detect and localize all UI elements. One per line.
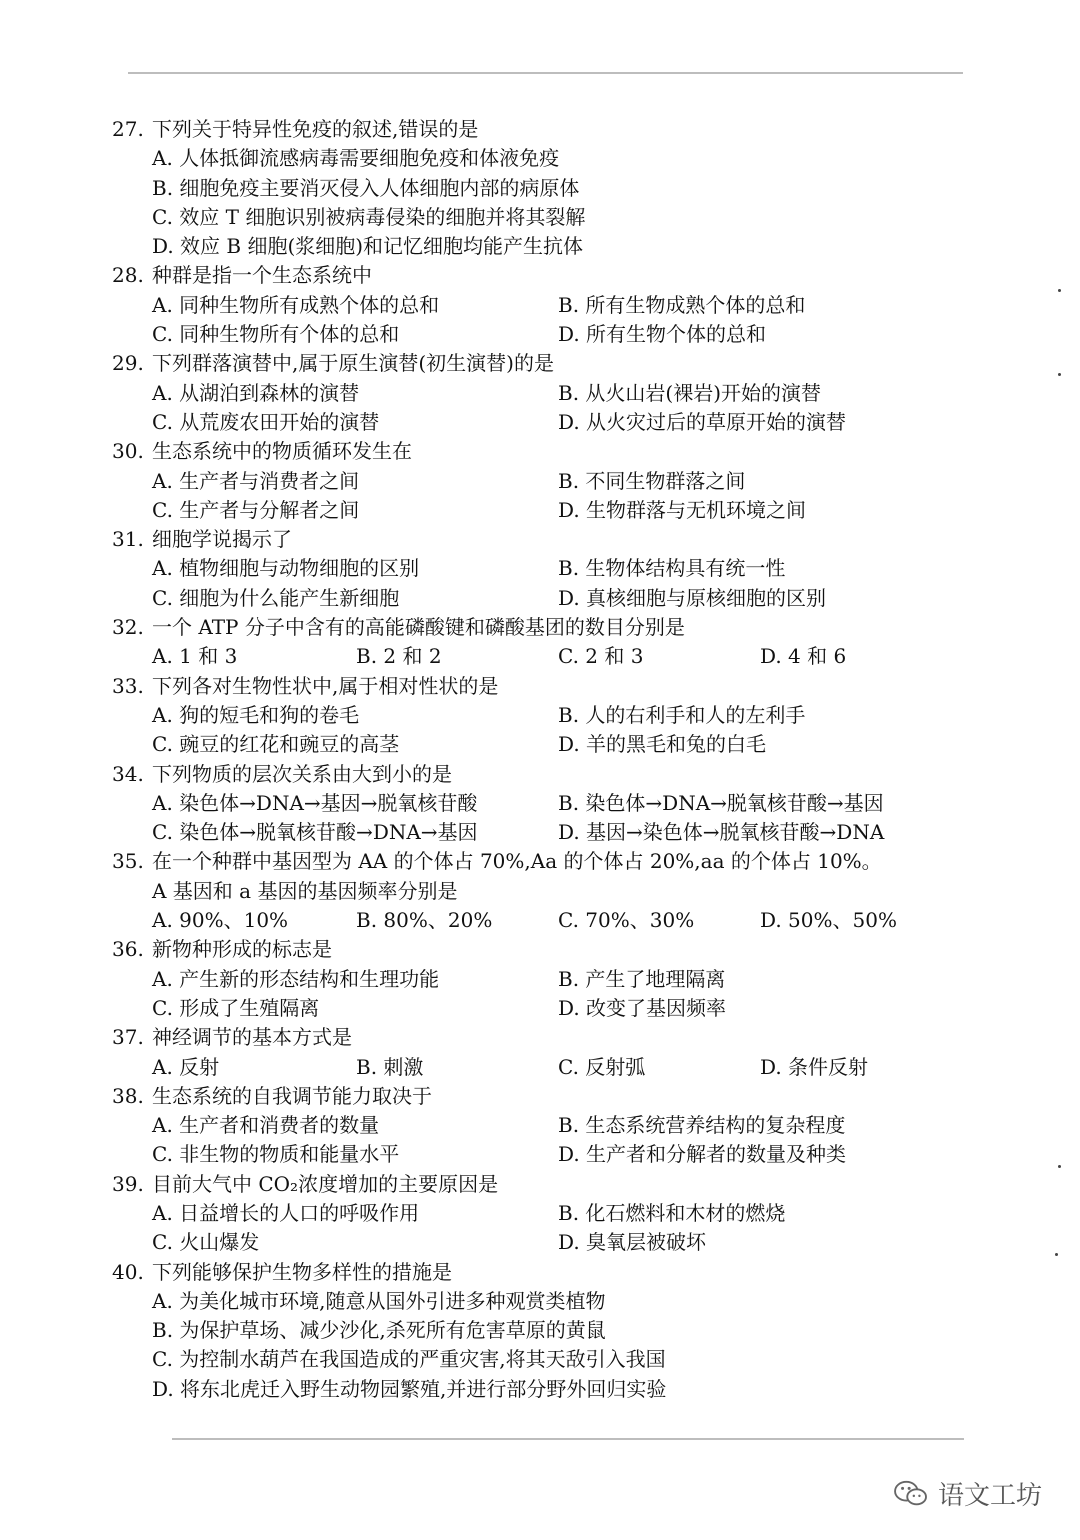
answer-option: C. 豌豆的红花和豌豆的高茎 [152,732,400,757]
answer-option: A. 植物细胞与动物细胞的区别 [152,556,420,581]
answer-option: A. 同种生物所有成熟个体的总和 [152,292,440,317]
question-block [0,672,1080,760]
option-line [0,320,1080,349]
answer-option: A. 生产者和消费者的数量 [152,1113,380,1138]
question-stem-line [0,1082,1080,1111]
answer-option: A. 90%、10% [152,908,289,933]
scan-speck [1058,289,1061,292]
option-line [0,1316,1080,1345]
option-line [0,408,1080,437]
question-stem: 目前大气中 CO₂浓度增加的主要原因是 [152,1171,499,1196]
watermark-text: 语文工坊 [938,1481,1043,1511]
question-stem-line [0,1170,1080,1199]
question-block [0,1023,1080,1082]
answer-option: D. 效应 B 细胞(浆细胞)和记忆细胞均能产生抗体 [152,234,584,259]
question-stem: 种群是指一个生态系统中 [152,263,372,288]
question-block [0,261,1080,349]
option-line [0,291,1080,320]
question-stem-line [0,1258,1080,1287]
question-stem: 下列关于特异性免疫的叙述,错误的是 [152,117,479,141]
answer-option: C. 火山爆发 [152,1230,260,1255]
exam-page [0,115,1080,1404]
watermark [892,1475,1042,1512]
answer-option: C. 70%、30% [558,908,695,933]
answer-option: B. 所有生物成熟个体的总和 [558,292,806,317]
question-number: 37. [112,1025,144,1050]
option-line [0,1199,1080,1228]
option-line [0,730,1080,759]
option-line [0,203,1080,232]
question-number: 36. [112,937,144,962]
answer-option: B. 生态系统营养结构的复杂程度 [558,1113,846,1138]
answer-option: C. 非生物的物质和能量水平 [152,1142,400,1167]
question-block [0,1258,1080,1404]
answer-option: A. 狗的短毛和狗的卷毛 [152,702,360,727]
answer-option: D. 生物群落与无机环境之间 [558,497,807,522]
answer-option: C. 染色体→脱氧核苷酸→DNA→基因 [152,820,478,845]
scan-speck [1055,1253,1058,1256]
answer-option: B. 细胞免疫主要消灭侵入人体细胞内部的病原体 [152,175,580,200]
option-line [0,1111,1080,1140]
option-line [0,965,1080,994]
option-line [0,1053,1080,1082]
answer-option: C. 反射弧 [558,1054,646,1079]
question-number: 29. [112,351,144,376]
option-line [0,789,1080,818]
question-stem-line [0,437,1080,466]
question-stem-line [0,349,1080,378]
answer-option: C. 为控制水葫芦在我国造成的严重灾害,将其天敌引入我国 [152,1347,666,1372]
answer-option: B. 不同生物群落之间 [558,468,746,493]
answer-option: C. 从荒废农田开始的演替 [152,409,380,434]
question-stem-line [0,1023,1080,1052]
question-number: 28. [112,263,144,288]
option-line [0,1140,1080,1169]
scan-speck [1058,1165,1061,1168]
question-stem: 下列群落演替中,属于原生演替(初生演替)的是 [152,351,554,376]
answer-option: D. 50%、50% [760,908,897,933]
question-stem: 下列能够保护生物多样性的措施是 [152,1259,452,1284]
question-stem: 细胞学说揭示了 [152,527,292,552]
question-stem-line [0,613,1080,642]
question-stem: 神经调节的基本方式是 [152,1025,352,1050]
question-number: 39. [112,1171,144,1196]
question-stem-continuation: A 基因和 a 基因的基因频率分别是 [152,878,458,903]
question-block [0,525,1080,613]
option-line [0,467,1080,496]
scan-speck [1058,373,1061,376]
question-stem-line [0,847,1080,876]
question-number: 30. [112,439,144,464]
answer-option: B. 人的右利手和人的左利手 [558,702,806,727]
question-number: 33. [112,673,144,698]
option-line [0,1345,1080,1374]
answer-option: D. 所有生物个体的总和 [558,322,767,347]
answer-option: B. 为保护草场、减少沙化,杀死所有危害草原的黄鼠 [152,1318,606,1343]
answer-option: A. 1 和 3 [152,644,238,669]
answer-option: C. 形成了生殖隔离 [152,995,320,1020]
question-block [0,437,1080,525]
top-rule [128,72,963,74]
question-stem: 生态系统的自我调节能力取决于 [152,1083,432,1108]
option-line [0,144,1080,173]
answer-option: C. 同种生物所有个体的总和 [152,322,400,347]
question-stem: 下列物质的层次关系由大到小的是 [152,761,452,786]
option-line [0,701,1080,730]
question-block [0,349,1080,437]
option-line [0,818,1080,847]
answer-option: C. 细胞为什么能产生新细胞 [152,585,400,610]
answer-option: B. 染色体→DNA→脱氧核苷酸→基因 [558,790,884,815]
question-number: 38. [112,1083,144,1108]
answer-option: A. 为美化城市环境,随意从国外引进多种观赏类植物 [152,1288,606,1313]
answer-option: D. 臭氧层被破坏 [558,1230,707,1255]
question-number: 35. [112,849,144,874]
answer-option: D. 条件反射 [760,1054,869,1079]
option-line [0,174,1080,203]
question-block [0,935,1080,1023]
answer-option: B. 刺激 [356,1054,424,1079]
question-number: 34. [112,761,144,786]
question-number: 27. [112,117,144,141]
option-line [0,1287,1080,1316]
answer-option: D. 基因→染色体→脱氧核苷酸→DNA [558,820,885,845]
answer-option: A. 日益增长的人口的呼吸作用 [152,1200,420,1225]
wechat-logo-icon [892,1479,930,1509]
option-line [0,994,1080,1023]
answer-option: A. 产生新的形态结构和生理功能 [152,966,440,991]
answer-option: B. 2 和 2 [356,644,442,669]
option-line [0,379,1080,408]
answer-option: A. 生产者与消费者之间 [152,468,360,493]
answer-option: A. 染色体→DNA→基因→脱氧核苷酸 [152,790,478,815]
question-stem: 新物种形成的标志是 [152,937,332,962]
answer-option: B. 80%、20% [356,908,493,933]
question-block [0,613,1080,672]
question-number: 31. [112,527,144,552]
option-line [0,642,1080,671]
answer-option: C. 效应 T 细胞识别被病毒侵染的细胞并将其裂解 [152,204,586,229]
answer-option: D. 改变了基因频率 [558,995,727,1020]
question-stem-line [0,935,1080,964]
question-stem: 在一个种群中基因型为 AA 的个体占 70%,Aa 的个体占 20%,aa 的个体占 10%。 [152,849,882,874]
question-number: 32. [112,615,144,640]
answer-option: B. 产生了地理隔离 [558,966,726,991]
question-block [0,1082,1080,1170]
question-stem-line [0,261,1080,290]
option-line [0,1375,1080,1404]
answer-option: D. 羊的黑毛和兔的白毛 [558,732,767,757]
answer-option: A. 人体抵御流感病毒需要细胞免疫和体液免疫 [152,146,560,171]
option-line [0,1228,1080,1257]
answer-option: D. 真核细胞与原核细胞的区别 [558,585,827,610]
question-stem-line [0,525,1080,554]
answer-option: D. 将东北虎迁入野生动物园繁殖,并进行部分野外回归实验 [152,1376,667,1401]
option-line [0,232,1080,261]
answer-option: C. 生产者与分解者之间 [152,497,360,522]
answer-option: D. 生产者和分解者的数量及种类 [558,1142,847,1167]
question-stem-line [0,672,1080,701]
question-stem: 生态系统中的物质循环发生在 [152,439,412,464]
question-number: 40. [112,1259,144,1284]
option-line [0,906,1080,935]
answer-option: A. 反射 [152,1054,220,1079]
option-line [0,496,1080,525]
answer-option: B. 从火山岩(裸岩)开始的演替 [558,380,822,405]
question-block [0,847,1080,935]
option-line [0,554,1080,583]
question-block [0,1170,1080,1258]
question-stem-line [0,115,1080,144]
answer-option: D. 4 和 6 [760,644,847,669]
answer-option: D. 从火灾过后的草原开始的演替 [558,409,847,434]
answer-option: C. 2 和 3 [558,644,644,669]
question-stem-continuation-line [0,877,1080,906]
option-line [0,584,1080,613]
question-stem: 一个 ATP 分子中含有的高能磷酸键和磷酸基团的数目分别是 [152,615,685,640]
answer-option: B. 生物体结构具有统一性 [558,556,786,581]
answer-option: A. 从湖泊到森林的演替 [152,380,360,405]
question-block [0,115,1080,261]
bottom-rule [172,1438,964,1440]
answer-option: B. 化石燃料和木材的燃烧 [558,1200,786,1225]
question-block [0,760,1080,848]
question-stem-line [0,760,1080,789]
question-stem: 下列各对生物性状中,属于相对性状的是 [152,673,499,698]
